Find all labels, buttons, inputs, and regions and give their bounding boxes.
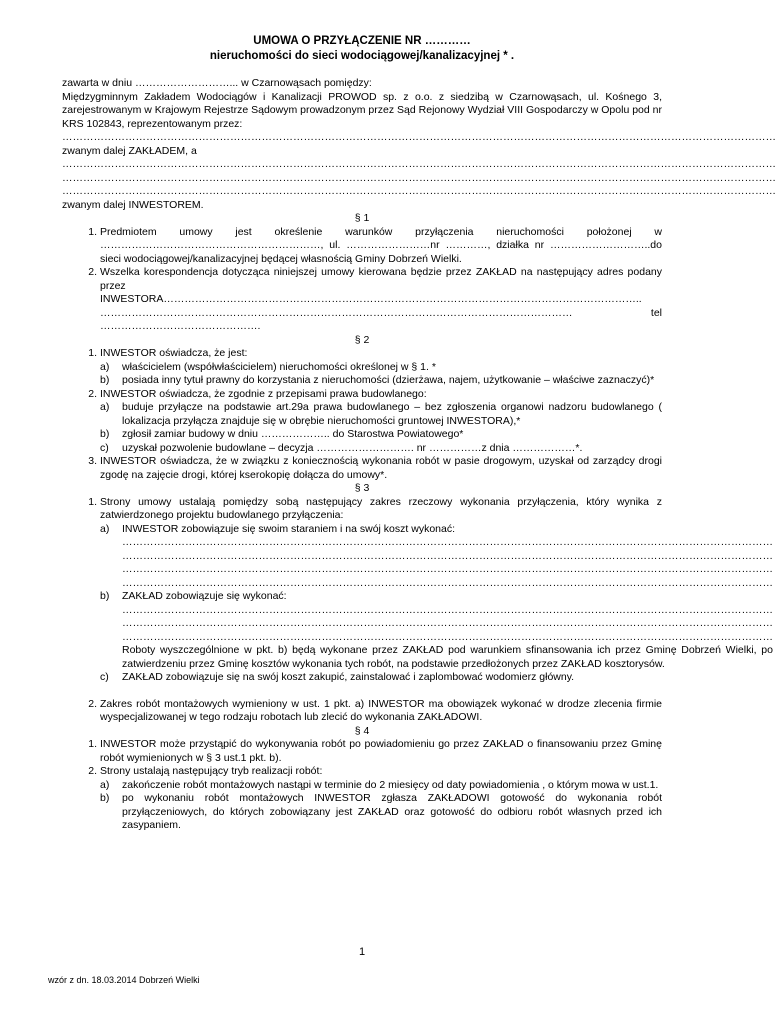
- section-1-item-2: [62, 266, 662, 334]
- zaklad-scope-dotted-line: ……………………………………………………………………………………………………………………………………………………………………: [122, 603, 773, 616]
- intro-zaklad-label: zwanym dalej ZAKŁADEM, a: [62, 144, 197, 157]
- item-number: 1.: [88, 738, 97, 750]
- sub-item-letter: b): [100, 428, 110, 440]
- sub-item-letter: a): [100, 360, 110, 373]
- section-3-heading: § 3: [354, 482, 370, 494]
- item-text: INWESTOR może przystąpić do wykonywania robót po powiadomieniu go przez ZAKŁAD o finansowaniu przez Gminę robót wymienionych w § 3 ust.1 pkt. b).: [100, 738, 662, 764]
- title-line-2: nieruchomości do sieci wodociągowej/kanalizacyjnej * .: [209, 50, 515, 62]
- item-number: 2.: [88, 697, 97, 710]
- investor-dotted-line-3: ……………………………………………………………………………………………………………………………………………………………………………………: [62, 185, 776, 197]
- sub-item-letter: a): [100, 401, 110, 413]
- sub-item-b: [100, 428, 662, 442]
- investor-scope-dotted-line: ……………………………………………………………………………………………………………………………………………………………………: [122, 536, 773, 548]
- sub-item-a: [100, 523, 773, 537]
- sub-item-text: zgłosił zamiar budowy w dniu ……………….. do Starostwa Powiatowego*: [122, 428, 464, 440]
- zaklad-scope-dotted-line: ……………………………………………………………………………………………………………………………………………………………………: [122, 630, 773, 643]
- item-text: Wszelka korespondencja dotycząca niniejszej umowy kierowana będzie przez ZAKŁAD na następujący adres podany przez INWESTORA……………………………………………………………………………………………………………………….. ……………………………………………………………………………………………………………………… tel ……………………………………….: [100, 266, 662, 332]
- section-1-item-1: [62, 226, 662, 267]
- item-number: 1.: [88, 347, 97, 359]
- item-number: 2.: [88, 266, 97, 278]
- financing-note: Roboty wyszczególnione w pkt. b) będą wykonane przez ZAKŁAD pod warunkiem sfinansowania ich przez Gminę Dobrzeń Wielki, po zatwierdzeniu przez Gminę kosztów wykonania tych robót, na podstawie przedłożonych przez ZAKŁAD kosztorysów.: [122, 644, 773, 670]
- title-line-1: UMOWA O PRZYŁĄCZENIE NR …………: [253, 35, 471, 47]
- item-number: 1.: [88, 225, 97, 238]
- section-3-item-2: [62, 698, 662, 725]
- page-number: 1: [358, 946, 366, 958]
- sub-item-b: [100, 590, 773, 604]
- sub-item-letter: b): [100, 792, 110, 804]
- item-text: Strony ustalają następujący tryb realizacji robót:: [100, 765, 323, 777]
- sub-item-letter: b): [100, 590, 110, 602]
- sub-item-letter: a): [100, 778, 110, 791]
- investor-scope-dotted-line: ……………………………………………………………………………………………………………………………………………………………………: [122, 549, 773, 562]
- section-2-heading: § 2: [354, 333, 370, 346]
- section-4-item-2: [62, 765, 662, 779]
- sub-item-letter: b): [100, 374, 110, 386]
- intro-company-paragraph: Międzygminnym Zakładem Wodociągów i Kanalizacji PROWOD sp. z o.o. z siedzibą w Czarnowąsach, ul. Kośnego 3, zarejestrowanym w Krajowym Rejestrze Sądowym prowadzonym przez Sąd Rejonowy Wydział VIII Gospodarczy w Opolu pod nr KRS 102843, reprezentowanym przez:: [62, 90, 662, 130]
- sub-item-text: uzyskał pozwolenie budowlane – decyzja ………………………. nr ……………z dnia ………………*.: [122, 441, 583, 454]
- section-4-item-2-subs: [62, 779, 662, 833]
- item-text: Zakres robót montażowych wymieniony w ust. 1 pkt. a) INWESTOR ma obowiązek wykonać w drodze zlecenia firmie wyspecjalizowanej w tego rodzaju robotach lub zlecić do wykonania ZAKŁADOWI.: [100, 697, 662, 723]
- sub-item-text: ZAKŁAD zobowiązuje się na swój koszt zakupić, zainstalować i zaplombować wodomierz główny.: [122, 671, 575, 683]
- intro-date-line: zawarta w dniu ………………………... w Czarnowąsach pomiędzy:: [62, 77, 372, 89]
- sub-item-text: ZAKŁAD zobowiązuje się wykonać:: [122, 590, 287, 602]
- investor-dotted-line-2: ……………………………………………………………………………………………………………………………………………………………………………………: [62, 171, 776, 184]
- section-2-item-3: [62, 455, 662, 482]
- section-2-item-1-subs: [62, 361, 662, 388]
- zaklad-scope-dotted-line: ……………………………………………………………………………………………………………………………………………………………………: [122, 617, 773, 629]
- item-text: INWESTOR oświadcza, że w związku z koniecznością wykonania robót w pasie drogowym, uzyskał od zarządcy drogi zgodę na zajęcie drogi, której kserokopię dołącza do umowy*.: [100, 455, 662, 481]
- investor-scope-dotted-line: ……………………………………………………………………………………………………………………………………………………………………: [122, 563, 773, 575]
- representative-dotted-line: ……………………………………………………………………………………………………………………………………………………………………………………: [62, 131, 776, 143]
- section-2-item-2: [62, 388, 662, 402]
- item-text: Predmiotem umowy jest określenie warunków przyłączenia nieruchomości położonej w ………………………………………………………, ul. ……………………nr …………, działka nr ………………………..do sieci wodociągowej/kanalizacyjnej będącej własnością Gminy Dobrzeń Wielki.: [100, 225, 662, 265]
- sub-item-letter: a): [100, 522, 110, 535]
- sub-item-a: [100, 361, 662, 375]
- sub-item-text: buduje przyłącze na podstawie art.29a prawa budowlanego – bez zgłoszenia organowi nadzoru budowlanego ( lokalizacja przyłącza znajduje się w obrębie nieruchomości gruntowej INWESTORA),*: [122, 401, 662, 427]
- sub-item-letter: c): [100, 441, 109, 454]
- sub-item-c: [100, 442, 662, 456]
- section-4-item-1: [62, 738, 662, 765]
- sub-item-c: [100, 671, 773, 685]
- investor-dotted-line-1: ……………………………………………………………………………………………………………………………………………………………………………………: [62, 158, 776, 170]
- item-number: 3.: [88, 455, 97, 467]
- sub-item-letter: c): [100, 671, 109, 683]
- section-2-item-1: [62, 347, 662, 361]
- section-1-heading: § 1: [354, 212, 370, 224]
- item-text: INWESTOR oświadcza, że zgodnie z przepisami prawa budowlanego:: [100, 387, 427, 400]
- sub-item-text: INWESTOR zobowiązuje się swoim staraniem i na swój koszt wykonać:: [122, 522, 456, 535]
- intro-investor-label: zwanym dalej INWESTOREM.: [62, 198, 204, 211]
- section-3-item-1: [62, 496, 662, 523]
- sub-item-text: po wykonaniu robót montażowych INWESTOR zgłasza ZAKŁADOWI gotowość do wykonania robót przyłączeniowych, do których zobowiązany jest ZAKŁAD oraz gotowość do odbioru robót własnych przed ich zasypaniem.: [122, 792, 662, 831]
- item-number: 2.: [88, 387, 97, 400]
- sub-item-text: zakończenie robót montażowych nastąpi w terminie do 2 miesięcy od daty powiadomienia , o którym mowa w ust.1.: [122, 778, 659, 791]
- section-2-item-2-subs: [62, 401, 662, 455]
- item-number: 1.: [88, 495, 97, 508]
- document-title: [62, 34, 662, 64]
- sub-item-text: posiada inny tytuł prawny do korzystania z nieruchomości (dzierżawa, najem, użytkowanie – właściwe zaznaczyć)*: [122, 374, 655, 386]
- sub-item-text: właścicielem (współwłaścicielem) nieruchomości określonej w § 1. *: [122, 360, 436, 373]
- item-text: INWESTOR oświadcza, że jest:: [100, 347, 248, 359]
- section-4-heading: § 4: [354, 724, 370, 737]
- footer-template-note: wzór z dn. 18.03.2014 Dobrzeń Wielki: [48, 975, 200, 985]
- sub-item-a: [100, 779, 662, 793]
- sub-item-b: [100, 374, 662, 388]
- investor-scope-dotted-line: ……………………………………………………………………………………………………………………………………………………………………: [122, 576, 773, 589]
- sub-item-a: [100, 401, 662, 428]
- section-3-item-1-subs: [62, 522, 773, 685]
- sub-item-b: [100, 792, 662, 833]
- item-number: 2.: [88, 765, 97, 777]
- item-text: Strony umowy ustalają pomiędzy sobą następujący zakres rzeczowy wykonania przyłączenia, który wynika z zatwierdzonego projektu budowlanego przyłączenia:: [100, 495, 662, 521]
